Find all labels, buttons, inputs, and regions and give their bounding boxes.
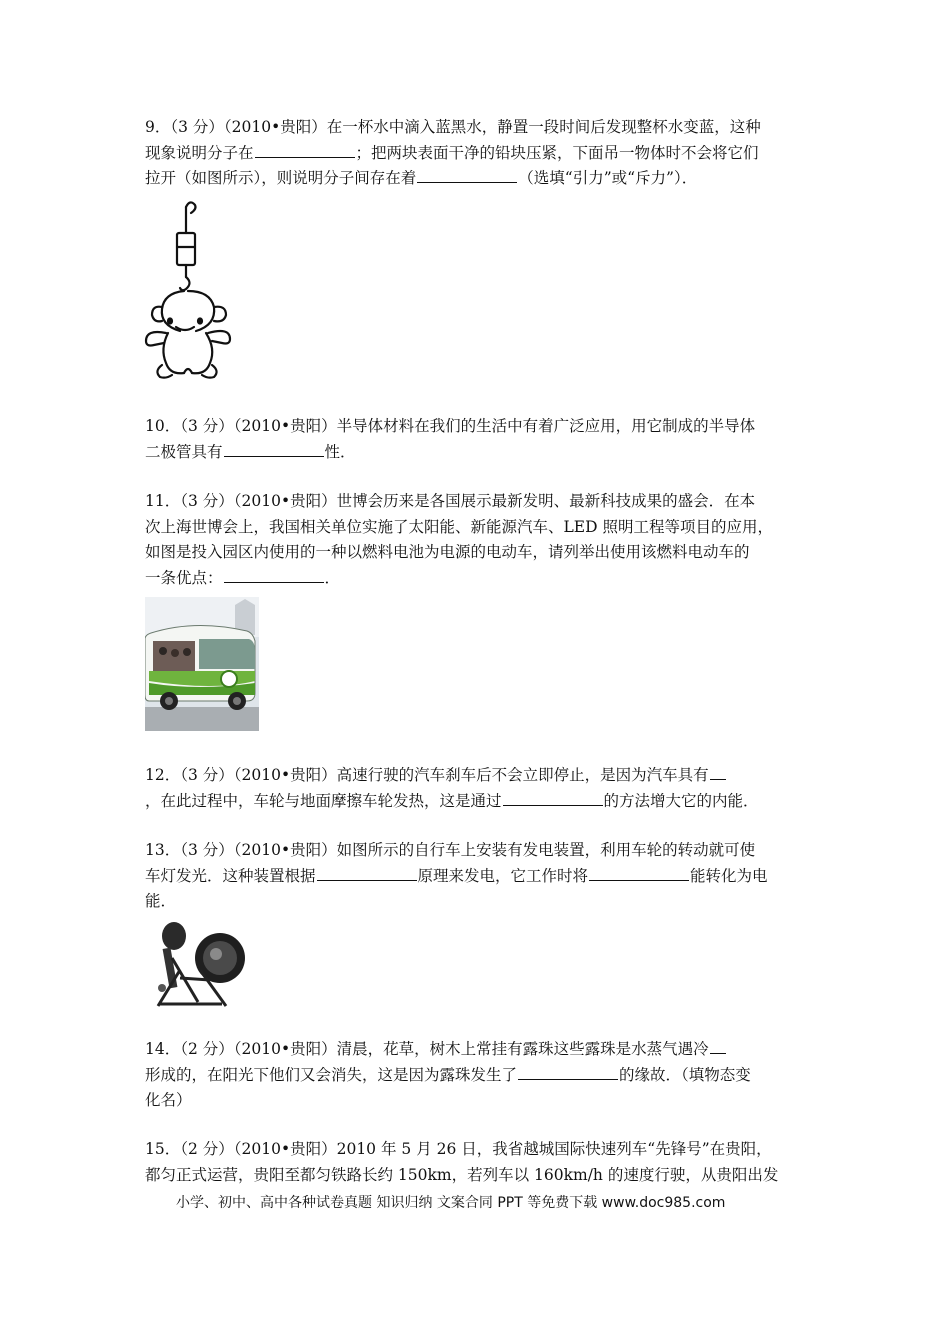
q15-line-1: 15．（2 分）（2010•贵阳）2010 年 5 月 26 日，我省越城国际快速列车“先锋号”在贵阳， (145, 1140, 772, 1158)
question-13 (145, 838, 825, 915)
spring-scale-bear-figure (140, 195, 240, 385)
q14-line-3: 化名） (145, 1091, 192, 1109)
q14-line-2: 形成的，在阳光下他们又会消失，这是因为露珠发生了 的缘故．（填物态变 (145, 1065, 751, 1084)
answer-blank[interactable] (589, 879, 689, 881)
q11-line-2: 次上海世博会上，我国相关单位实施了太阳能、新能源汽车、LED 照明工程等项目的应用， (145, 517, 773, 536)
bicycle-dynamo-photo (150, 918, 250, 1010)
q13-line-2: 车灯发光．这种装置根据 原理来发电，它工作时将 能转化为电 (145, 866, 768, 885)
answer-blank[interactable] (518, 1078, 618, 1080)
question-10 (145, 414, 825, 465)
q10-line-1: 10．（3 分）（2010•贵阳）半导体材料在我们的生活中有着广泛应用，用它制成的半导体 (145, 417, 756, 435)
q11-line-1: 11．（3 分）（2010•贵阳）世博会历来是各国展示最新发明、最新科技成果的盛会．在本 (145, 492, 756, 510)
answer-blank[interactable] (255, 156, 355, 158)
q9-line-1: 9．（3 分）（2010•贵阳）在一杯水中滴入蓝黑水，静置一段时间后发现整杯水变蓝，这种 (145, 118, 761, 136)
question-14 (145, 1037, 825, 1114)
electric-vehicle-photo (145, 597, 259, 731)
answer-blank[interactable] (224, 581, 324, 583)
q11-line-4: 一条优点： ． (145, 568, 341, 587)
q12-line-1: 12．（3 分）（2010•贵阳）高速行驶的汽车刹车后不会立即停止，是因为汽车具有 (145, 763, 825, 789)
footer-download-notice: 小学、初中、高中各种试卷真题 知识归纳 文案合同 PPT 等免费下载 www.doc985.com (176, 1195, 726, 1211)
q11-line-3: 如图是投入园区内使用的一种以燃料电池为电源的电动车，请列举出使用该燃料电动车的 (145, 543, 750, 561)
answer-blank[interactable] (710, 1052, 726, 1054)
answer-blank[interactable] (710, 778, 726, 780)
q13-line-1: 13．（3 分）（2010•贵阳）如图所示的自行车上安装有发电装置，利用车轮的转动就可使 (145, 841, 756, 859)
q9-line-2: 现象说明分子在 ；把两块表面干净的铅块压紧，下面吊一物体时不会将它们 (145, 143, 759, 162)
q13-line-3: 能． (145, 892, 177, 910)
answer-blank[interactable] (224, 455, 324, 457)
question-9 (145, 115, 825, 192)
question-12 (145, 763, 825, 814)
q9-line-3: 拉开（如图所示），则说明分子间存在着 （选填“引力”或“斥力”）． (145, 169, 698, 187)
q14-line-1: 14．（2 分）（2010•贵阳）清晨，花草，树木上常挂有露珠这些露珠是水蒸气遇冷 (145, 1037, 825, 1063)
question-11 (145, 489, 825, 591)
question-15 (145, 1137, 825, 1188)
answer-blank[interactable] (317, 879, 417, 881)
q15-line-2: 都匀正式运营，贵阳至都匀铁路长约 150km，若列车以 160km/h 的速度行驶，从贵阳出发 (145, 1165, 779, 1184)
answer-blank[interactable] (503, 804, 603, 806)
q10-line-2: 二极管具有 性． (145, 442, 356, 461)
q12-line-2: ，在此过程中，车轮与地面摩擦车轮发热，这是通过 的方法增大它的内能． (145, 791, 759, 810)
answer-blank[interactable] (417, 181, 517, 183)
